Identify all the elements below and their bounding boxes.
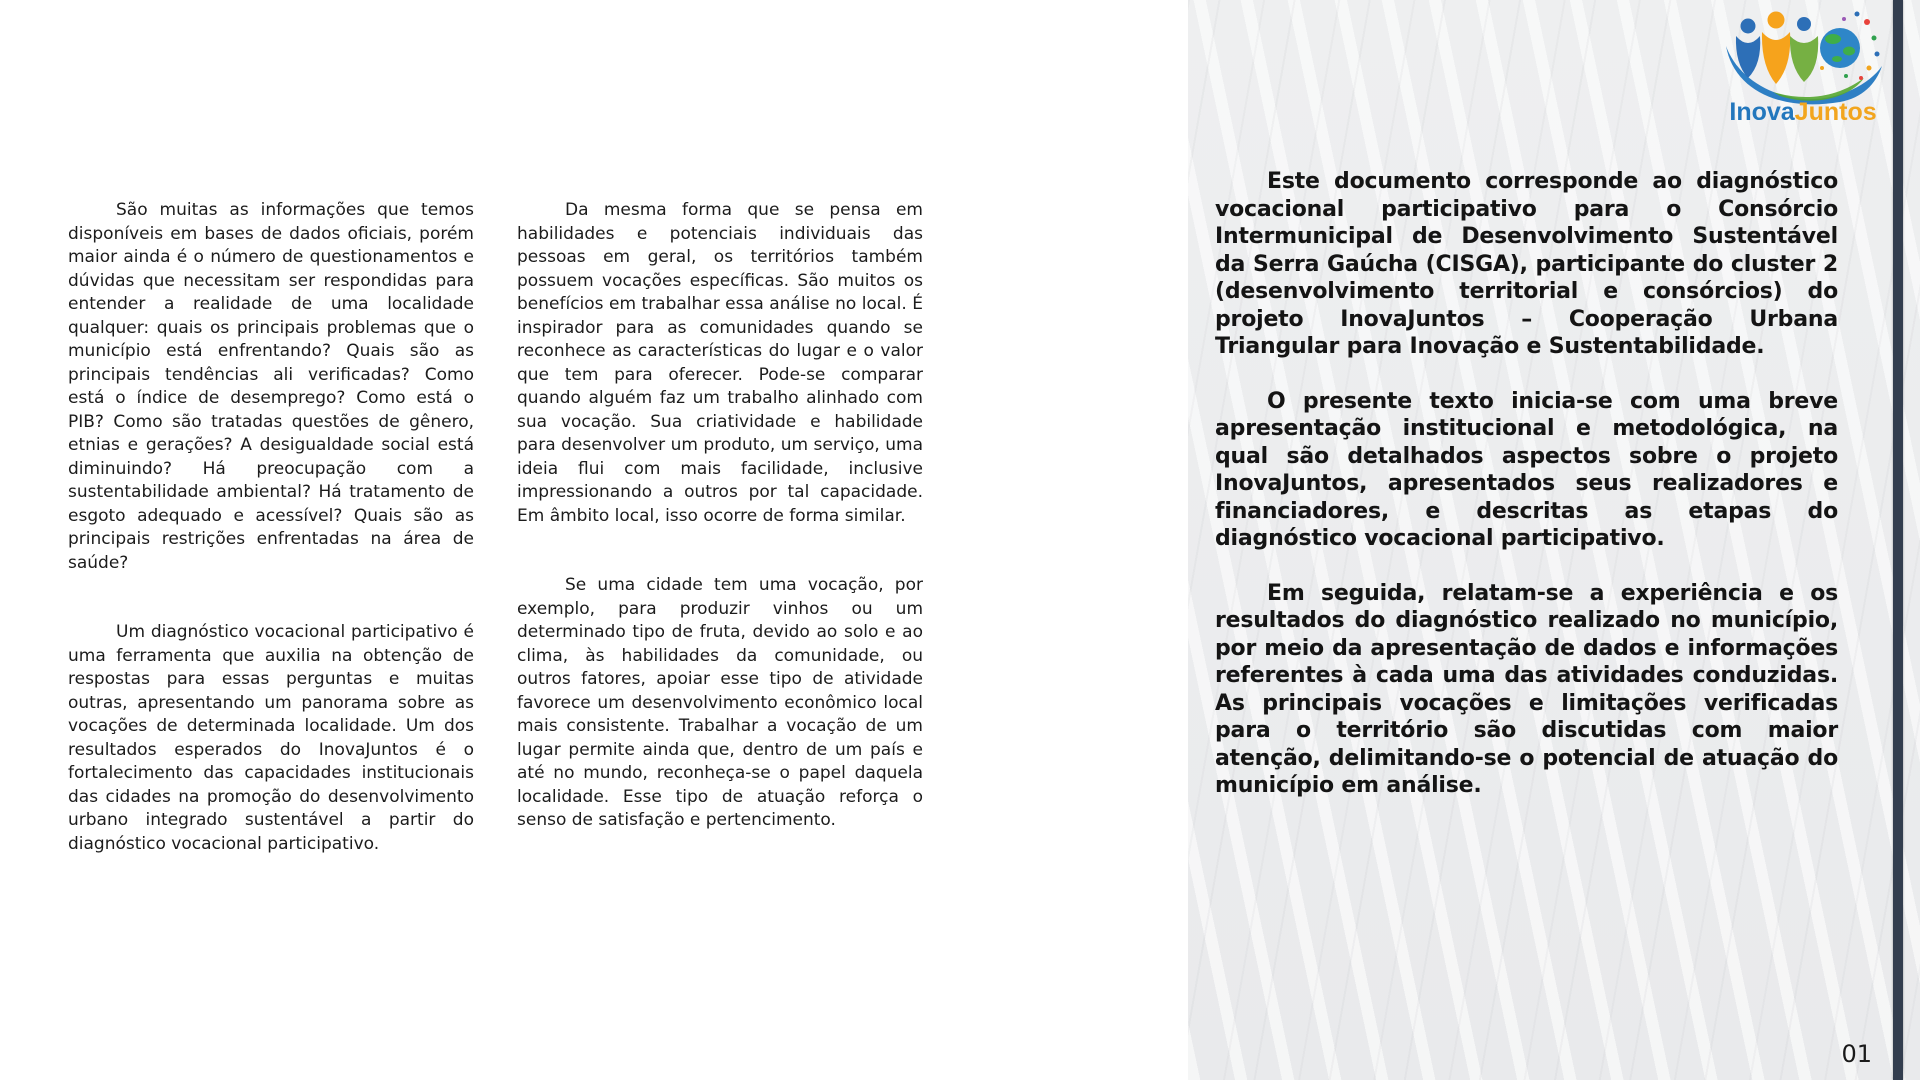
paragraph: Se uma cidade tem uma vocação, por exemplo, para produzir vinhos ou um determinado tipo de fruta, devido ao solo e ao clima, às habilidades da comunidade, ou outros fatores, apoiar esse tipo de atividade favorece um desenvolvimento econômico local mais consistente. Trabalhar a vocação de um lugar permite ainda que, dentro de um país e até no mundo, reconheça-se o papel daquela localidade. Esse tipo de atuação reforça o senso de satisfação e pertencimento.: [517, 575, 923, 830]
accent-edge-bar: [1893, 0, 1903, 1080]
logo-wordmark: InovaJuntos: [1729, 98, 1877, 126]
paragraph: Este documento corresponde ao diagnóstico vocacional participativo para o Consórcio Intermunicipal de Desenvolvimento Sustentável da Serra Gaúcha (CISGA), participante do cluster 2 (desenvolvimento territorial e consórcios) do projeto InovaJuntos – Cooperação Urbana Triangular para Inovação e Sustentabilidade.: [1215, 169, 1838, 359]
paragraph: Em seguida, relatam-se a experiência e os resultados do diagnóstico realizado no município, por meio da apresentação de dados e informações referentes à cada uma das atividades conduzidas. As principais vocações e limitações verificadas para o território são discutidas com maior atenção, delimitando-se o potencial de atuação do município em análise.: [1215, 580, 1838, 798]
people-figures: [1736, 12, 1818, 85]
paragraph: Um diagnóstico vocacional participativo é uma ferramenta que auxilia na obtenção de respostas para essas perguntas e muitas outras, apresentando um panorama sobre as vocações de determinada localidade. Um dos resultados esperados do InovaJuntos é o fortalecimento das capacidades institucionais das cidades na promoção do desenvolvimento urbano integrado sustentável a partir do diagnóstico vocacional participativo.: [68, 622, 474, 854]
inovajuntos-logo: [1718, 6, 1888, 126]
right-panel: [1188, 0, 1920, 1080]
page-number: 01: [1841, 1040, 1872, 1068]
paragraph: O presente texto inicia-se com uma breve apresentação institucional e metodológica, na qual são detalhados aspectos sobre o projeto InovaJuntos, apresentados seus realizadores e financiadores, e descritas as etapas do diagnóstico vocacional participativo.: [1215, 388, 1838, 551]
paragraph: São muitas as informações que temos disponíveis em bases de dados oficiais, porém maior ainda é o número de questionamentos e dúvidas que necessitam ser respondidas para entender a realidade de uma localidade qualquer: quais os principais problemas que o município está enfrentando? Quais são as principais tendências ali verificadas? Como está o índice de desemprego? Como está o PIB? Como são tratadas questões de gênero, etnias e gerações? A desigualdade social está diminuindo? Há preocupação com a sustentabilidade ambiental? Há tratamento de esgoto adequado e acessível? Quais são as principais restrições enfrentadas na área de saúde?: [68, 200, 474, 573]
globe-icon: [1820, 12, 1880, 81]
text-column-middle: [517, 199, 923, 833]
text-column-left: [68, 199, 474, 856]
panel-text-block: [1215, 168, 1838, 800]
paragraph: Da mesma forma que se pensa em habilidades e potenciais individuais das pessoas em geral, os territórios também possuem vocações específicas. São muitos os benefícios em trabalhar essa análise no local. É inspirador para as comunidades quando se reconhece as características do lugar e o valor que tem para oferecer. Pode-se comparar quando alguém faz um trabalho alinhado com sua vocação. Sua criatividade e habilidade para desenvolver um produto, um serviço, uma ideia flui com mais facilidade, inclusive impressionando a outros por tal capacidade. Em âmbito local, isso ocorre de forma similar.: [517, 200, 923, 526]
